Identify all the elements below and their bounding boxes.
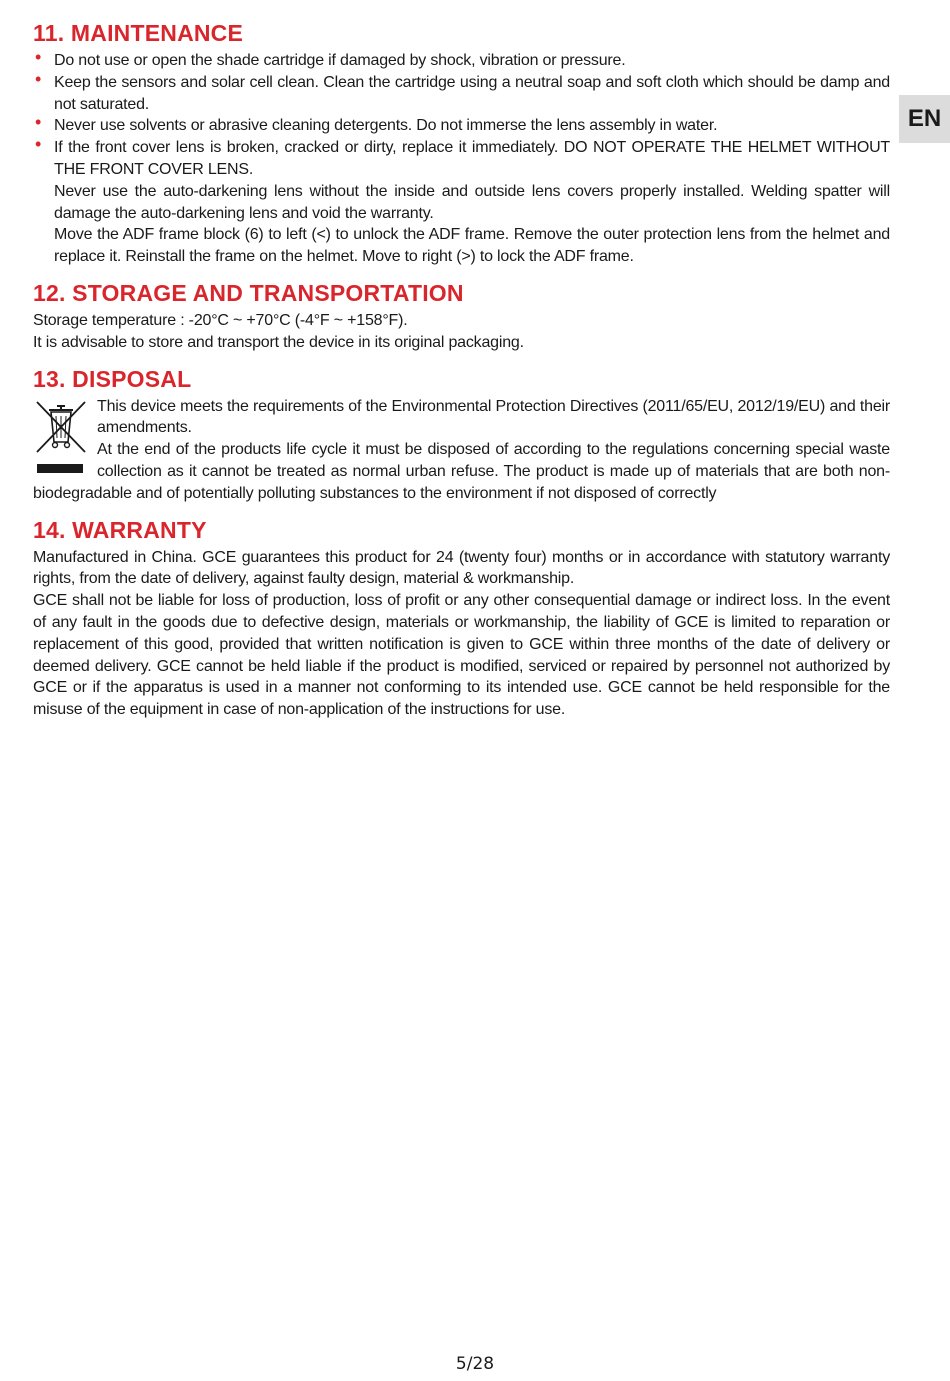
disposal-paragraph: This device meets the requirements of the Environmental Protection Directives (2011/65/EU, 2012/19/EU) and their amendments. [97,397,890,437]
bullet-text: If the front cover lens is broken, cracked or dirty, replace it immediately. DO NOT OPERATE THE HELMET WITHOUT THE FRONT COVER LENS. [54,139,890,178]
warranty-paragraph: GCE shall not be liable for loss of production, loss of profit or any other consequential damage or indirect loss. In the event of any fault in the goods due to defective design, materials or workmanship, the liability of GCE is limited to reparation or replacement of this good, provided that written notification is given to GCE within three months of the date of delivery or deemed delivery. GCE cannot be held liable if the product is modified, serviced or repaired by personnel not authorized by GCE or if the apparatus is used in a manner not conforming to its intended use. GCE cannot be held responsible for the misuse of the equipment in case of non-application of the instructions for use. [33,592,890,719]
list-item [33,112,890,137]
storage-paragraph: Storage temperature : -20°C ~ +70°C (-4°F ~ +158°F). [33,311,408,329]
page-content [33,18,890,721]
storage-body [33,310,890,354]
list-item [33,68,890,116]
disposal-title: 13. DISPOSAL [33,365,192,392]
page-number: 5/28 [455,1354,495,1374]
maintenance-continuation-paragraph: Move the ADF frame block (6) to left (<) to unlock the ADF frame. Remove the outer protection lens from the helmet and replace it. Reinstall the frame on the helmet. Move to right (>) to lock the ADF frame. [54,226,890,266]
maintenance-body [33,47,890,268]
bullet-icon: • [35,47,42,67]
language-tab [899,95,950,143]
bullet-icon: • [35,68,42,89]
bullet-text: Keep the sensors and solar cell clean. Clean the cartridge using a neutral soap and soft cloth which should be damp and not saturated. [54,73,890,113]
bullet-icon: • [35,112,42,133]
disposal-section [33,364,890,505]
bullet-icon: • [35,134,42,155]
warranty-body [33,547,890,721]
bullet-text: Do not use or open the shade cartridge if damaged by shock, vibration or pressure. [54,52,626,69]
warranty-title: 14. WARRANTY [33,516,207,543]
maintenance-bullet-list [33,47,890,181]
storage-section [33,278,890,354]
storage-paragraph: It is advisable to store and transport the device in its original packaging. [33,333,524,351]
maintenance-section [33,18,890,268]
disposal-body [33,396,890,505]
weee-crossed-bin-icon [33,398,89,478]
bullet-text: Never use solvents or abrasive cleaning detergents. Do not immerse the lens assembly in water. [54,117,718,135]
maintenance-title: 11. MAINTENANCE [33,20,244,46]
storage-title: 12. STORAGE AND TRANSPORTATION [33,279,464,306]
maintenance-continuation-paragraph: Never use the auto-darkening lens without the inside and outside lens covers properly installed. Welding spatter will damage the auto-darkening lens and void the warranty. [54,182,890,222]
warranty-section [33,515,890,721]
list-item [33,134,890,181]
list-item [33,47,890,72]
language-tab-label: EN [907,105,942,132]
disposal-paragraph: At the end of the products life cycle it must be disposed of according to the regulations concerning special waste collection as it cannot be treated as normal urban refuse. The product is made up of materials that are both non-biodegradable and of potentially polluting substances to the environment if not disposed of correctly [33,441,890,502]
warranty-paragraph: Manufactured in China. GCE guarantees this product for 24 (twenty four) months or in accordance with statutory warranty rights, from the date of delivery, against faulty design, material & workmanship. [33,548,890,588]
